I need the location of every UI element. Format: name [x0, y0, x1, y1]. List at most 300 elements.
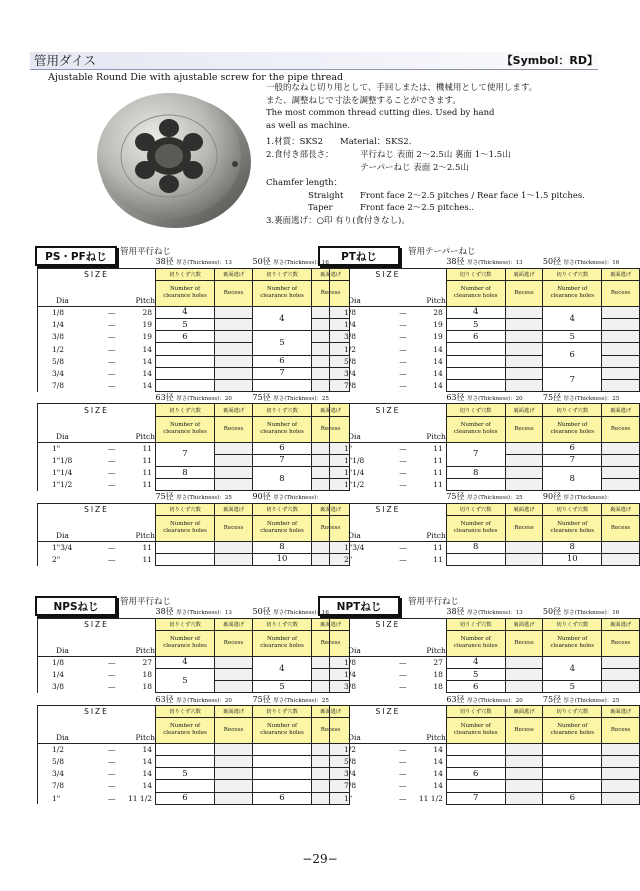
die-diameter-caption: 50径 厚さ(Thickness)：16 — [543, 606, 640, 618]
recess-cell — [215, 355, 253, 367]
dia-cell: 1"1/4 — — [330, 466, 413, 478]
holes-header-jp: 切りくず穴数 — [446, 618, 505, 630]
recess-cell — [505, 343, 543, 355]
recess-cell — [505, 479, 543, 491]
holes-cell — [446, 355, 505, 367]
dia-pitch-header: Dia Pitch — [38, 630, 156, 656]
holes-cell: 5 — [156, 319, 215, 331]
recess-header-jp: 裏面逃げ — [602, 705, 640, 717]
chamfer-straight-en: Straight Front face 2〜2.5 pitches / Rear face 1〜1.5 pitches. — [308, 190, 585, 201]
dia-cell: 5/8 — — [330, 756, 413, 768]
recess-header-jp: 裏面逃げ — [312, 503, 350, 515]
npt-size-table — [329, 606, 640, 805]
die-diameter-caption: 75径 厚さ(Thickness)：25 — [446, 491, 543, 503]
recess-cell — [215, 454, 253, 466]
holes-header-jp: 切りくず穴数 — [446, 705, 505, 717]
holes-header-jp: 切りくず穴数 — [156, 268, 215, 280]
desc-en-line-2: as well as machine. — [266, 120, 350, 131]
recess-header-en: Recess — [312, 717, 350, 743]
holes-cell — [253, 743, 312, 755]
holes-cell: 6 — [156, 792, 215, 804]
pitch-cell: 14 — [433, 745, 443, 755]
holes-header-en: Number of clearance holes — [156, 630, 215, 656]
recess-header-en: Recess — [602, 630, 640, 656]
dia-cell: 7/8 — — [38, 780, 122, 792]
pitch-cell: 28 — [142, 308, 152, 318]
dia-cell: 1/8 — — [38, 306, 122, 318]
holes-cell: 6 — [543, 442, 602, 454]
holes-cell — [253, 768, 312, 780]
dia-cell: 1"3/4 — — [330, 541, 413, 553]
holes-header-en: Number of clearance holes — [446, 280, 505, 306]
dia-cell: 1" — — [330, 442, 413, 454]
pitch-cell: 27 — [142, 658, 152, 668]
holes-cell — [156, 541, 215, 553]
size-header: SIZE — [330, 268, 447, 280]
size-header: SIZE — [330, 705, 447, 717]
recess-cell — [505, 768, 543, 780]
pitch-cell: 11 — [433, 480, 443, 490]
holes-header-jp: 切りくず穴数 — [253, 705, 312, 717]
recess-cell — [215, 656, 253, 668]
dia-cell: 2" — — [330, 553, 413, 565]
size-header: SIZE — [38, 705, 156, 717]
dia-pitch-header: Dia Pitch — [330, 630, 447, 656]
holes-cell — [543, 743, 602, 755]
recess-cell — [505, 454, 543, 466]
product-description — [266, 82, 585, 228]
pitch-cell: 14 — [433, 381, 443, 391]
nps-thread-badge: NPSねじ — [35, 596, 117, 616]
holes-cell: 6 — [253, 792, 312, 804]
holes-cell: 5 — [446, 319, 505, 331]
dia-pitch-header: Dia Pitch — [330, 515, 447, 541]
holes-cell: 7 — [543, 367, 602, 391]
recess-cell — [505, 541, 543, 553]
recess-cell — [215, 343, 253, 355]
holes-header-jp: 切りくず穴数 — [156, 618, 215, 630]
holes-header-jp: 切りくず穴数 — [543, 404, 602, 416]
pitch-cell: 18 — [142, 682, 152, 692]
recess-cell — [215, 553, 253, 565]
holes-header-jp: 切りくず穴数 — [543, 268, 602, 280]
size-header: SIZE — [38, 618, 156, 630]
die-diameter-caption: 75径 厚さ(Thickness)：25 — [253, 392, 350, 404]
recess-cell — [215, 319, 253, 331]
holes-cell: 7 — [543, 454, 602, 466]
dia-cell: 1/4 — — [330, 319, 413, 331]
recess-cell — [602, 306, 640, 318]
dia-cell: 1/4 — — [38, 319, 122, 331]
holes-cell — [543, 756, 602, 768]
holes-cell: 6 — [543, 792, 602, 804]
holes-cell: 7 — [446, 792, 505, 804]
dia-cell: 1/8 — — [38, 656, 122, 668]
holes-cell — [156, 479, 215, 491]
recess-cell — [602, 355, 640, 367]
recess-header-jp: 裏面逃げ — [602, 268, 640, 280]
holes-header-en: Number of clearance holes — [253, 515, 312, 541]
dia-cell: 1"1/2 — — [38, 479, 122, 491]
recess-cell — [215, 792, 253, 804]
ps-standard-label: 管用平行ねじ — [120, 247, 172, 257]
holes-header-en: Number of clearance holes — [543, 717, 602, 743]
holes-header-en: Number of clearance holes — [253, 630, 312, 656]
pitch-cell: 14 — [142, 356, 152, 366]
recess-cell — [505, 306, 543, 318]
holes-cell: 6 — [446, 331, 505, 343]
pitch-cell: 11 — [142, 468, 152, 478]
die-diameter-caption: 50径 厚さ(Thickness)：16 — [253, 256, 350, 268]
size-header: SIZE — [330, 503, 447, 515]
recess-cell — [602, 367, 640, 379]
holes-cell: 6 — [543, 343, 602, 367]
recess-header-jp: 裏面逃げ — [312, 268, 350, 280]
pitch-cell: 14 — [433, 344, 443, 354]
die-diameter-caption: 63径 厚さ(Thickness)：20 — [156, 392, 253, 404]
dia-cell: 1" — — [38, 792, 122, 804]
pitch-cell: 11 — [433, 455, 443, 465]
holes-header-jp: 切りくず穴数 — [156, 705, 215, 717]
recess-cell — [602, 541, 640, 553]
recess-cell — [602, 343, 640, 355]
holes-header-en: Number of clearance holes — [253, 416, 312, 442]
recess-header-en: Recess — [215, 416, 253, 442]
recess-cell — [215, 479, 253, 491]
holes-cell: 6 — [446, 768, 505, 780]
recess-cell — [602, 768, 640, 780]
holes-header-en: Number of clearance holes — [253, 717, 312, 743]
recess-cell — [215, 380, 253, 392]
recess-cell — [602, 780, 640, 792]
size-header: SIZE — [38, 404, 156, 416]
dia-pitch-header: Dia Pitch — [38, 280, 156, 306]
holes-cell: 10 — [253, 553, 312, 565]
holes-cell — [156, 343, 215, 355]
dia-cell: 7/8 — — [330, 780, 413, 792]
recess-cell — [505, 756, 543, 768]
die-diameter-caption: 75径 厚さ(Thickness)：25 — [543, 392, 640, 404]
recess-header-en: Recess — [312, 630, 350, 656]
recess-cell — [505, 367, 543, 379]
pitch-cell: 14 — [433, 781, 443, 791]
recess-cell — [602, 380, 640, 392]
holes-cell — [446, 367, 505, 379]
recess-cell — [602, 466, 640, 478]
dia-pitch-header: Dia Pitch — [38, 717, 156, 743]
die-diameter-caption: 75径 厚さ(Thickness)：25 — [543, 693, 640, 705]
pitch-cell: 14 — [433, 757, 443, 767]
holes-cell: 4 — [446, 656, 505, 668]
size-header: SIZE — [38, 503, 156, 515]
dia-cell: 2" — — [38, 553, 122, 565]
holes-cell — [446, 553, 505, 565]
dia-cell: 3/4 — — [330, 367, 413, 379]
pitch-cell: 11 — [142, 554, 152, 564]
recess-header-jp: 裏面逃げ — [602, 618, 640, 630]
pitch-cell: 27 — [433, 658, 443, 668]
holes-header-jp: 切りくず穴数 — [253, 268, 312, 280]
pitch-cell: 18 — [142, 670, 152, 680]
recess-header-jp: 裏面逃げ — [312, 404, 350, 416]
holes-cell: 4 — [156, 306, 215, 318]
recess-cell — [215, 768, 253, 780]
holes-cell: 10 — [543, 553, 602, 565]
pitch-cell: 11 — [433, 468, 443, 478]
dia-cell: 1/4 — — [330, 669, 413, 681]
dia-cell: 5/8 — — [38, 756, 122, 768]
holes-cell: 8 — [253, 541, 312, 553]
die-diameter-caption: 38径 厚さ(Thickness)：13 — [156, 256, 253, 268]
holes-cell: 4 — [543, 306, 602, 330]
pitch-cell: 11 — [433, 543, 443, 553]
recess-cell — [602, 681, 640, 693]
recess-cell — [602, 479, 640, 491]
dia-cell: 3/8 — — [38, 681, 122, 693]
pitch-cell: 11 — [142, 480, 152, 490]
holes-cell: 4 — [446, 306, 505, 318]
ps-pf-size-table — [37, 256, 350, 566]
recess-header-en: Recess — [505, 280, 543, 306]
dia-cell: 3/4 — — [330, 768, 413, 780]
holes-cell — [446, 743, 505, 755]
page-number: −29− — [302, 852, 338, 866]
product-subtitle: Ajustable Round Die with ajustable screw for the pipe thread — [48, 72, 344, 83]
dia-cell: 3/8 — — [38, 331, 122, 343]
holes-cell — [446, 343, 505, 355]
holes-header-jp: 切りくず穴数 — [446, 503, 505, 515]
die-diameter-caption: 63径 厚さ(Thickness)：20 — [446, 392, 543, 404]
pt-thread-badge: PTねじ — [318, 246, 400, 266]
pitch-cell: 19 — [433, 320, 443, 330]
recess-header-jp: 裏面逃げ — [505, 503, 543, 515]
recess-cell — [215, 442, 253, 454]
holes-cell: 8 — [543, 466, 602, 490]
holes-cell: 8 — [446, 466, 505, 478]
dia-cell: 1/4 — — [38, 669, 122, 681]
material-spec: 1.材質：SKS2 Material：SKS2. — [266, 137, 412, 148]
size-header: SIZE — [38, 268, 156, 280]
npt-thread-badge: NPTねじ — [318, 596, 400, 616]
recess-note: 3.裏面逃げ：○印 有り(食付きなし)。 — [266, 215, 410, 226]
holes-header-jp: 切りくず穴数 — [156, 503, 215, 515]
holes-cell: 5 — [543, 681, 602, 693]
holes-cell — [543, 768, 602, 780]
recess-header-en: Recess — [215, 515, 253, 541]
die-diameter-caption: 38径 厚さ(Thickness)：13 — [156, 606, 253, 618]
recess-header-en: Recess — [505, 717, 543, 743]
recess-cell — [602, 669, 640, 681]
dia-cell: 1/2 — — [330, 743, 413, 755]
dia-cell: 7/8 — — [38, 380, 122, 392]
pitch-cell: 19 — [433, 332, 443, 342]
die-diameter-caption: 63径 厚さ(Thickness)：20 — [446, 693, 543, 705]
holes-cell — [156, 553, 215, 565]
recess-cell — [215, 756, 253, 768]
chamfer-taper-jp: テーパーねじ 表面 2〜2.5山 — [360, 162, 469, 173]
recess-cell — [505, 466, 543, 478]
recess-cell — [215, 681, 253, 693]
recess-cell — [215, 743, 253, 755]
dia-pitch-header: Dia Pitch — [330, 717, 447, 743]
holes-header-jp: 切りくず穴数 — [543, 705, 602, 717]
recess-cell — [215, 331, 253, 343]
pitch-cell: 11 — [142, 455, 152, 465]
pitch-cell: 18 — [433, 682, 443, 692]
holes-cell — [253, 756, 312, 768]
holes-header-en: Number of clearance holes — [543, 416, 602, 442]
page-title: 管用ダイス — [34, 53, 97, 68]
recess-header-jp: 裏面逃げ — [505, 618, 543, 630]
die-diameter-caption: 50径 厚さ(Thickness)：16 — [543, 256, 640, 268]
dia-cell: 7/8 — — [330, 380, 413, 392]
dia-cell: 1/2 — — [330, 343, 413, 355]
holes-header-en: Number of clearance holes — [156, 280, 215, 306]
die-diameter-caption: 75径 厚さ(Thickness)：25 — [156, 491, 253, 503]
die-diameter-caption: 63径 厚さ(Thickness)：20 — [156, 693, 253, 705]
dia-cell: 1"1/8 — — [38, 454, 122, 466]
recess-header-en: Recess — [215, 717, 253, 743]
recess-header-jp: 裏面逃げ — [215, 705, 253, 717]
dia-pitch-header: Dia Pitch — [330, 280, 447, 306]
recess-cell — [215, 306, 253, 318]
holes-cell: 5 — [253, 331, 312, 355]
dia-cell: 1/2 — — [38, 743, 122, 755]
holes-header-en: Number of clearance holes — [446, 717, 505, 743]
recess-header-en: Recess — [602, 280, 640, 306]
holes-cell: 8 — [156, 466, 215, 478]
recess-cell — [505, 331, 543, 343]
pitch-cell: 11 — [433, 554, 443, 564]
holes-cell — [253, 380, 312, 392]
recess-cell — [505, 669, 543, 681]
dia-cell: 1" — — [330, 792, 413, 804]
dia-cell: 3/4 — — [38, 768, 122, 780]
die-diameter-caption: 38径 厚さ(Thickness)：13 — [446, 606, 543, 618]
recess-cell — [505, 442, 543, 454]
holes-header-en: Number of clearance holes — [446, 630, 505, 656]
recess-cell — [602, 442, 640, 454]
recess-header-en: Recess — [505, 515, 543, 541]
recess-cell — [215, 780, 253, 792]
pitch-cell: 14 — [142, 368, 152, 378]
holes-cell: 7 — [446, 442, 505, 466]
pitch-cell: 14 — [142, 757, 152, 767]
recess-cell — [602, 756, 640, 768]
dia-cell: 1"1/2 — — [330, 479, 413, 491]
holes-header-jp: 切りくず穴数 — [446, 268, 505, 280]
recess-header-jp: 裏面逃げ — [312, 705, 350, 717]
size-header: SIZE — [330, 618, 447, 630]
pt-standard-label: 管用テーパーねじ — [408, 247, 476, 257]
recess-header-jp: 裏面逃げ — [505, 268, 543, 280]
holes-header-jp: 切りくず穴数 — [543, 503, 602, 515]
holes-header-jp: 切りくず穴数 — [253, 503, 312, 515]
recess-header-jp: 裏面逃げ — [215, 503, 253, 515]
holes-header-en: Number of clearance holes — [446, 416, 505, 442]
recess-header-en: Recess — [602, 416, 640, 442]
symbol-label: 【Symbol：RD】 — [501, 54, 598, 67]
pitch-cell: 19 — [142, 320, 152, 330]
pitch-cell: 19 — [142, 332, 152, 342]
holes-header-en: Number of clearance holes — [543, 280, 602, 306]
holes-header-en: Number of clearance holes — [543, 515, 602, 541]
recess-header-jp: 裏面逃げ — [505, 404, 543, 416]
holes-cell — [156, 756, 215, 768]
holes-cell — [156, 743, 215, 755]
holes-cell — [156, 355, 215, 367]
pitch-cell: 11 — [142, 543, 152, 553]
round-die-photo — [85, 82, 255, 234]
dia-cell: 1" — — [38, 442, 122, 454]
holes-cell — [446, 479, 505, 491]
pitch-cell: 14 — [142, 781, 152, 791]
recess-cell — [505, 780, 543, 792]
recess-cell — [602, 656, 640, 668]
holes-cell — [253, 780, 312, 792]
nps-standard-label: 管用平行ねじ — [120, 597, 172, 607]
holes-cell — [446, 756, 505, 768]
pitch-cell: 18 — [433, 670, 443, 680]
holes-header-en: Number of clearance holes — [156, 515, 215, 541]
holes-cell: 4 — [253, 306, 312, 330]
recess-cell — [505, 319, 543, 331]
recess-cell — [602, 553, 640, 565]
holes-cell: 5 — [253, 681, 312, 693]
recess-cell — [505, 681, 543, 693]
dia-pitch-header: Dia Pitch — [38, 416, 156, 442]
holes-header-en: Number of clearance holes — [156, 717, 215, 743]
dia-cell: 3/8 — — [330, 681, 413, 693]
recess-cell — [505, 656, 543, 668]
recess-header-en: Recess — [312, 416, 350, 442]
holes-header-en: Number of clearance holes — [253, 280, 312, 306]
dia-cell: 3/8 — — [330, 331, 413, 343]
pitch-cell: 11 1/2 — [418, 793, 443, 803]
nps-size-table — [37, 606, 350, 805]
holes-header-jp: 切りくず穴数 — [253, 404, 312, 416]
holes-cell: 5 — [543, 331, 602, 343]
die-diameter-caption: 38径 厚さ(Thickness)：13 — [446, 256, 543, 268]
holes-cell: 5 — [446, 669, 505, 681]
holes-header-jp: 切りくず穴数 — [446, 404, 505, 416]
die-diameter-caption: 75径 厚さ(Thickness)：25 — [253, 693, 350, 705]
recess-header-en: Recess — [602, 515, 640, 541]
holes-header-jp: 切りくず穴数 — [253, 618, 312, 630]
size-header: SIZE — [330, 404, 447, 416]
dia-pitch-header: Dia Pitch — [330, 416, 447, 442]
holes-cell — [446, 380, 505, 392]
ps-pf-thread-badge: PS・PFねじ — [35, 246, 117, 266]
holes-cell — [446, 780, 505, 792]
pitch-cell: 11 1/2 — [128, 793, 152, 803]
pitch-cell: 11 — [433, 443, 443, 453]
recess-cell — [215, 466, 253, 478]
dia-cell: 1"1/8 — — [330, 454, 413, 466]
holes-cell: 6 — [253, 355, 312, 367]
pitch-cell: 14 — [433, 769, 443, 779]
holes-cell — [156, 380, 215, 392]
pitch-cell: 14 — [433, 368, 443, 378]
dia-cell: 3/4 — — [38, 367, 122, 379]
pitch-cell: 14 — [433, 356, 443, 366]
recess-header-en: Recess — [312, 280, 350, 306]
die-diameter-caption: 90径 厚さ(Thickness)： — [543, 491, 640, 503]
recess-cell — [505, 380, 543, 392]
chamfer-label-en: Chamfer length： — [266, 178, 343, 189]
holes-cell: 4 — [543, 656, 602, 680]
recess-cell — [505, 355, 543, 367]
